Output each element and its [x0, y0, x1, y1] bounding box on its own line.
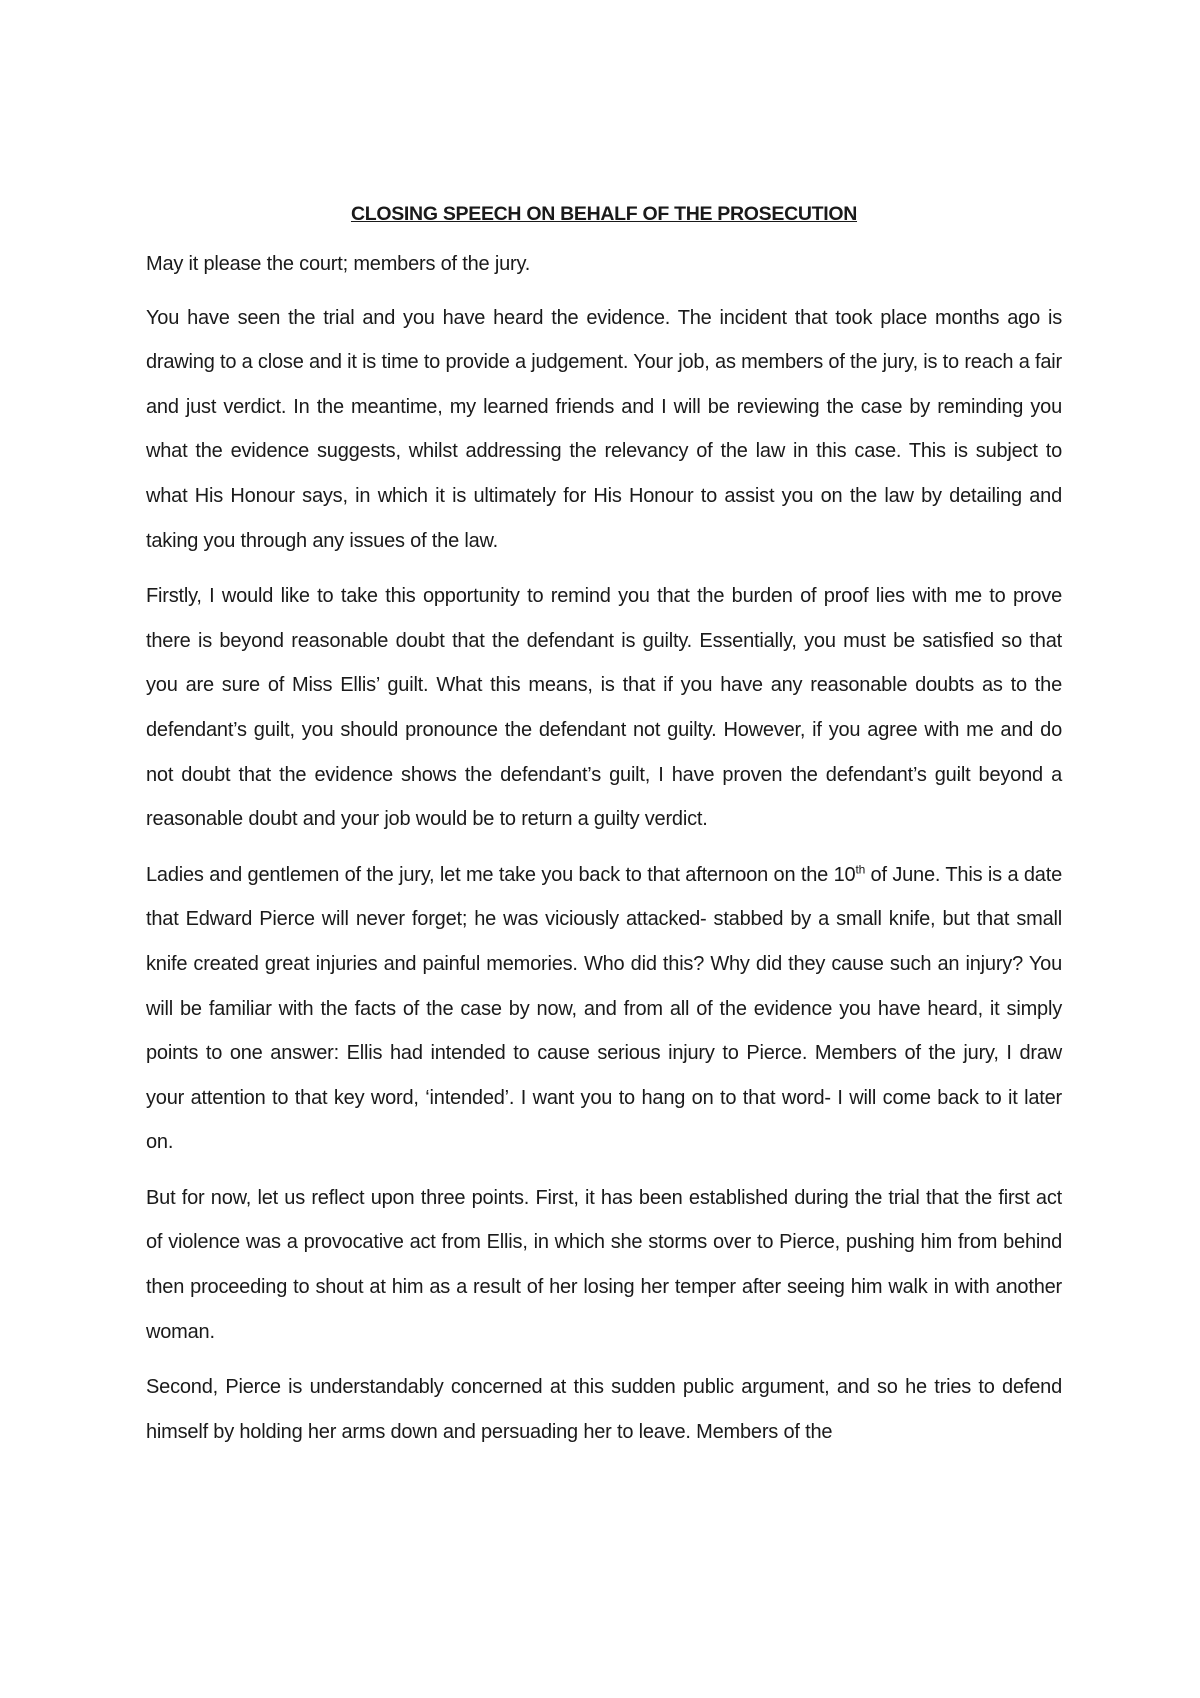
paragraph-3-rest: of June. This is a date that Edward Pierce will never forget; he was viciously attacked- stabbed by a small knife, but that small knife created great injuries and painful memories. Who did this? Why did they cause such an injury? You will be familiar with the facts of the case by now, and from all of the evidence you have heard, it simply points to one answer: Ellis had intended to cause serious injury to Pierce. Members of the jury, I draw your attention to that key word, ‘intended’. I want you to hang on to that word- I will come back to it later on. [146, 863, 1063, 1154]
paragraph-4: But for now, let us reflect upon three points. First, it has been established during the trial that the first act of violence was a provocative act from Ellis, in which she storms over to Pierce, pushing him from behind then proceeding to shout at him as a result of her losing her temper after seeing him walk in with another woman. [146, 1186, 1062, 1343]
paragraph-2: Firstly, I would like to take this opportunity to remind you that the burden of proof lies with me to prove there is beyond reasonable doubt that the defendant is guilty. Essentially, you must be satisfied so that you are sure of Miss Ellis’ guilt. What this means, is that if you have any reasonable doubts as to the defendant’s guilt, you should pronounce the defendant not guilty. However, if you agree with me and do not doubt that the evidence shows the defendant’s guilt, I have proven the defendant’s guilt beyond a reasonable doubt and your job would be to return a guilty verdict. [146, 585, 1062, 831]
paragraph-3 [146, 853, 1062, 1165]
document-body [146, 200, 1062, 1465]
paragraph-1: You have seen the trial and you have heard the evidence. The incident that took place months ago is drawing to a close and it is time to provide a judgement. Your job, as members of the jury, is to reach a fair and just verdict. In the meantime, my learned friends and I will be reviewing the case by reminding you what the evidence suggests, whilst addressing the relevancy of the law in this case. This is subject to what His Honour says, in which it is ultimately for His Honour to assist you on the law by detailing and taking you through any issues of the law. [146, 306, 1062, 552]
document-title: CLOSING SPEECH ON BEHALF OF THE PROSECUTION [350, 203, 858, 225]
paragraph-3-start: Ladies and gentlemen of the jury, let me take you back to that afternoon on the 10 [146, 863, 856, 886]
salutation: May it please the court; members of the jury. [146, 253, 531, 275]
ordinal-suffix: th [855, 862, 866, 877]
paragraph-5: Second, Pierce is understandably concerned at this sudden public argument, and so he tries to defend himself by holding her arms down and persuading her to leave. Members of the [146, 1376, 1062, 1443]
